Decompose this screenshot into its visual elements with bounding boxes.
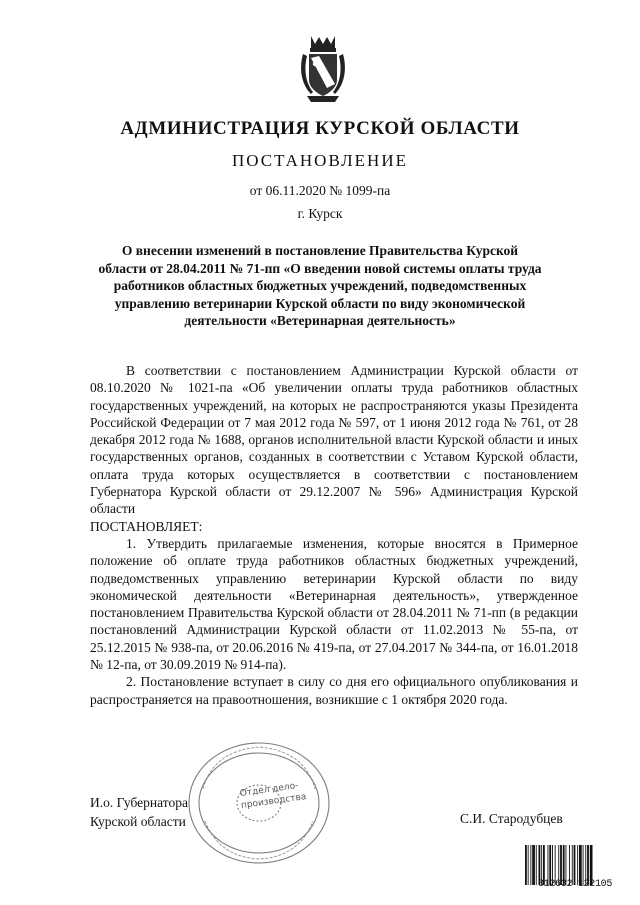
city-line: г. Курск [297, 206, 343, 221]
document-body [90, 362, 578, 708]
barcode-number: 312632 122105 [537, 879, 613, 890]
document-subject: О внесении изменений в постановление Правительства Курской области от 28.04.2011 № 71-пп «О введении новой системы оплаты труда работников областных бюджетных учреждений, подведомственных управлению ветеринарии Курской области по виду экономической деятельности «Ветеринарная деятельность» [98, 243, 542, 328]
document-type: ПОСТАНОВЛЕНИЕ [231, 151, 408, 170]
preamble-paragraph [90, 362, 578, 518]
signatory-position [90, 793, 188, 831]
signatory-name: С.И. Стародубцев [460, 811, 563, 826]
position-line-1: И.о. Губернатора [90, 795, 189, 810]
preamble-text: В соответствии с постановлением Администрации Курской области от 08.10.2020 № 1021-па «Об увеличении оплаты труда работников областных государственных учреждений, на которых не распространяются указы Президента Российской Федерации от 7 мая 2012 года № 597, от 1 июня 2012 года № 761, от 28 декабря 2012 года № 1688, органов исполнительной власти Курской области и иных государственных органов, созданных в соответствии с Уставом Курской области, оплата труда которых осуществляется в соответствии с постановлением Губернатора Курской области от 29.12.2007 № 596» Администрация Курской области [90, 363, 578, 517]
position-line-2: Курской области [90, 814, 186, 829]
stamp-center-text: Отдел дело- производства [239, 781, 307, 812]
item-2-paragraph: 2. Постановление вступает в силу со дня его официального опубликования и распространяется на правоотношения, возникшие с 1 октября 2020 года. [90, 674, 578, 707]
item-1-paragraph: 1. Утвердить прилагаемые изменения, которые вносятся в Примерное положение об оплате труда работников областных бюджетных учреждений, подведомственных управлению ветеринарии Курской области по виду экономической деятельности «Ветеринарная деятельность», утвержденное постановлением Правительства Курской области от 28.04.2011 № 71-пп (в редакции постановлений Администрации Курской области от 11.02.2013 № 55-па, от 25.12.2015 № 938-па, от 20.06.2016 № 419-па, от 27.04.2017 № 344-па, от 16.01.2018 № 12-па, от 30.09.2019 № 914-па). [90, 535, 578, 673]
coat-of-arms-emblem [297, 32, 349, 104]
decree-word: ПОСТАНОВЛЯЕТ: [90, 518, 203, 534]
date-number-line: от 06.11.2020 № 1099-па [249, 183, 391, 198]
organization-title: АДМИНИСТРАЦИЯ КУРСКОЙ ОБЛАСТИ [120, 118, 520, 139]
